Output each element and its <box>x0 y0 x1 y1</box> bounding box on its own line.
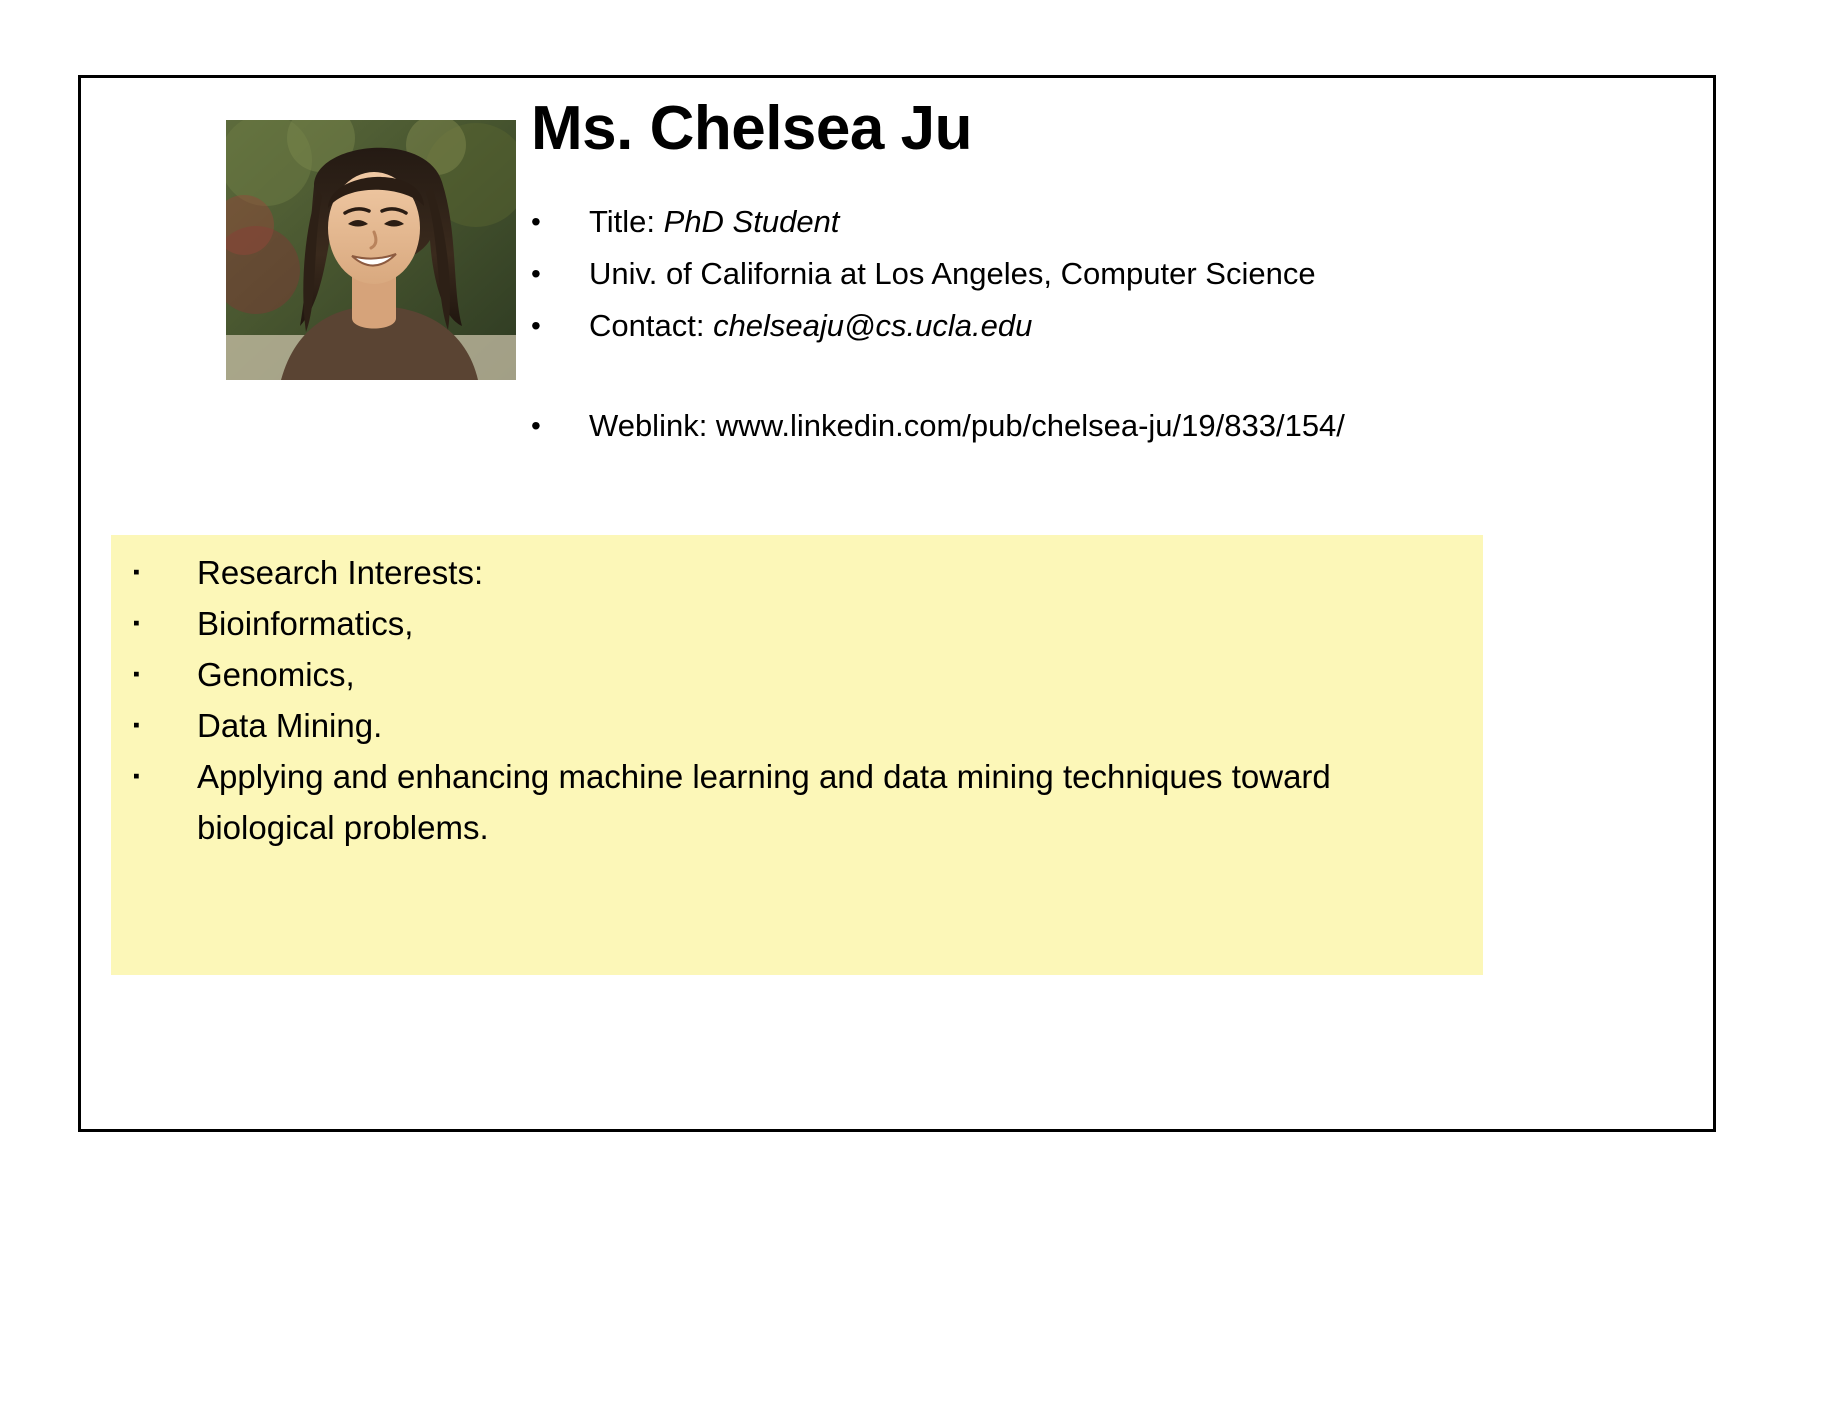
bullet-icon: • <box>531 310 541 341</box>
list-item-text: Research Interests: <box>197 554 484 591</box>
page-title: Ms. Chelsea Ju <box>531 94 972 163</box>
detail-label: Contact: <box>589 308 714 343</box>
list-item <box>111 751 1483 853</box>
list-item-text <box>589 300 1651 352</box>
bullet-icon: • <box>531 410 541 441</box>
square-bullet-icon: ▪ <box>133 766 140 787</box>
detail-bullet-list <box>531 196 1651 452</box>
bullet-icon: • <box>531 258 541 289</box>
weblink[interactable]: Weblink: www.linkedin.com/pub/chelsea-ju/19/833/154/ <box>589 408 1345 443</box>
square-bullet-icon: ▪ <box>133 715 140 736</box>
list-item <box>531 300 1651 352</box>
spacer <box>531 352 1651 400</box>
list-item <box>111 649 1483 700</box>
portrait-photo <box>226 120 516 380</box>
slide-card <box>78 75 1716 1132</box>
list-item-text: Univ. of California at Los Angeles, Computer Science <box>589 256 1316 291</box>
list-item-text: Bioinformatics, <box>197 605 414 642</box>
bullet-icon: • <box>531 206 541 237</box>
list-item <box>111 598 1483 649</box>
list-item-text: Data Mining. <box>197 707 383 744</box>
square-bullet-icon: ▪ <box>133 562 140 583</box>
list-item <box>531 400 1651 452</box>
list-item <box>111 700 1483 751</box>
list-item-text: Genomics, <box>197 656 355 693</box>
research-interests-panel <box>111 535 1483 975</box>
square-bullet-icon: ▪ <box>133 664 140 685</box>
square-bullet-icon: ▪ <box>133 613 140 634</box>
list-item <box>111 547 1483 598</box>
detail-value: PhD Student <box>663 204 840 239</box>
research-list <box>111 547 1483 853</box>
list-item <box>531 248 1651 300</box>
list-item-text: Applying and enhancing machine learning and data mining techniques toward biological problems. <box>197 758 1331 846</box>
email-address[interactable]: chelseaju@cs.ucla.edu <box>713 308 1033 343</box>
list-item-text <box>589 196 1651 248</box>
list-item <box>531 196 1651 248</box>
detail-label: Title: <box>589 204 664 239</box>
